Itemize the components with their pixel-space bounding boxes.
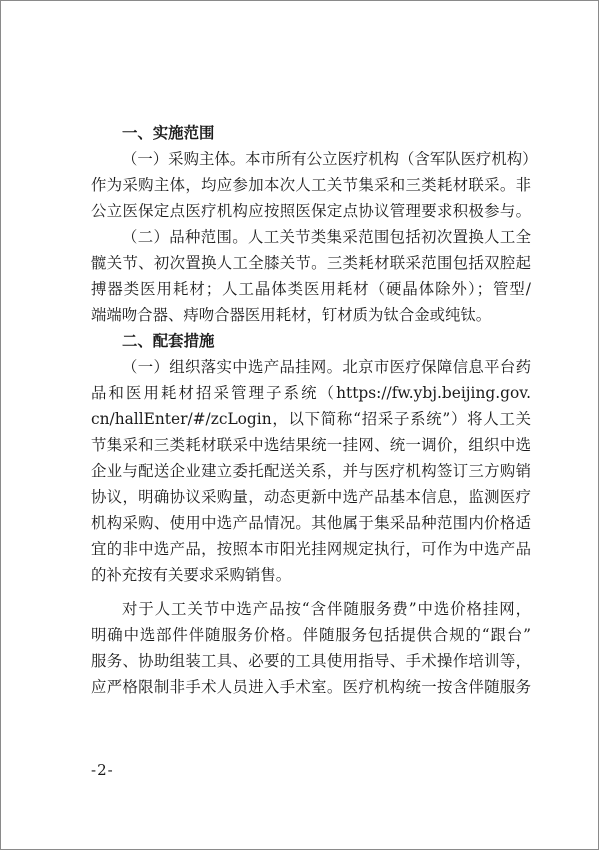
page-number: -2- bbox=[91, 761, 114, 779]
paragraph-line: 宜的非中选产品，按照本市阳光挂网规定执行，可作为中选产品 bbox=[91, 540, 531, 558]
paragraph-line: 的补充按有关要求采购销售。 bbox=[91, 566, 292, 584]
section-heading-supporting-measures: 二、配套措施 bbox=[122, 332, 215, 350]
section-heading-implementation-scope: 一、实施范围 bbox=[122, 124, 215, 142]
paragraph-line: cn/hallEnter/#/zcLogin，以下简称“招采子系统”）将人工关 bbox=[91, 410, 531, 428]
document-body bbox=[91, 120, 538, 700]
paragraph-line: 品和医用耗材招采管理子系统（https://fw.ybj.beijing.gov. bbox=[91, 384, 531, 402]
paragraph-line: 搏器类医用耗材；人工晶体类医用耗材（硬晶体除外）；管型/ bbox=[91, 280, 531, 298]
paragraph-line: 公立医保定点医疗机构应按照医保定点协议管理要求积极参与。 bbox=[91, 202, 531, 220]
paragraph-line: （一）组织落实中选产品挂网。北京市医疗保障信息平台药 bbox=[122, 358, 531, 376]
paragraph-line: 应严格限制非手术人员进入手术室。医疗机构统一按含伴随服务 bbox=[91, 678, 531, 696]
paragraph-line: 作为采购主体，均应参加本次人工关节集采和三类耗材联采。非 bbox=[91, 176, 531, 194]
paragraph-line: 协议，明确协议采购量，动态更新中选产品基本信息，监测医疗 bbox=[91, 488, 531, 506]
paragraph-line: 节集采和三类耗材联采中选结果统一挂网、统一调价，组织中选 bbox=[91, 436, 531, 454]
paragraph-line: 端端吻合器、痔吻合器医用耗材，钉材质为钛合金或纯钛。 bbox=[91, 306, 492, 324]
paragraph-line: （二）品种范围。人工关节类集采范围包括初次置换人工全 bbox=[122, 228, 531, 246]
paragraph-line: 服务、协助组装工具、必要的工具使用指导、手术操作培训等， bbox=[91, 652, 531, 670]
paragraph-line: 企业与配送企业建立委托配送关系，并与医疗机构签订三方购销 bbox=[91, 462, 531, 480]
paragraph-line: 髋关节、初次置换人工全膝关节。三类耗材联采范围包括双腔起 bbox=[91, 254, 531, 272]
paragraph-line: 对于人工关节中选产品按“含伴随服务费”中选价格挂网， bbox=[122, 600, 531, 618]
paragraph-line: 机构采购、使用中选产品情况。其他属于集采品种范围内价格适 bbox=[91, 514, 531, 532]
paragraph-line: （一）采购主体。本市所有公立医疗机构（含军队医疗机构） bbox=[122, 150, 538, 168]
paragraph-line: 明确中选部件伴随服务价格。伴随服务包括提供合规的“跟台” bbox=[91, 626, 531, 644]
paragraph-gap bbox=[91, 588, 531, 596]
